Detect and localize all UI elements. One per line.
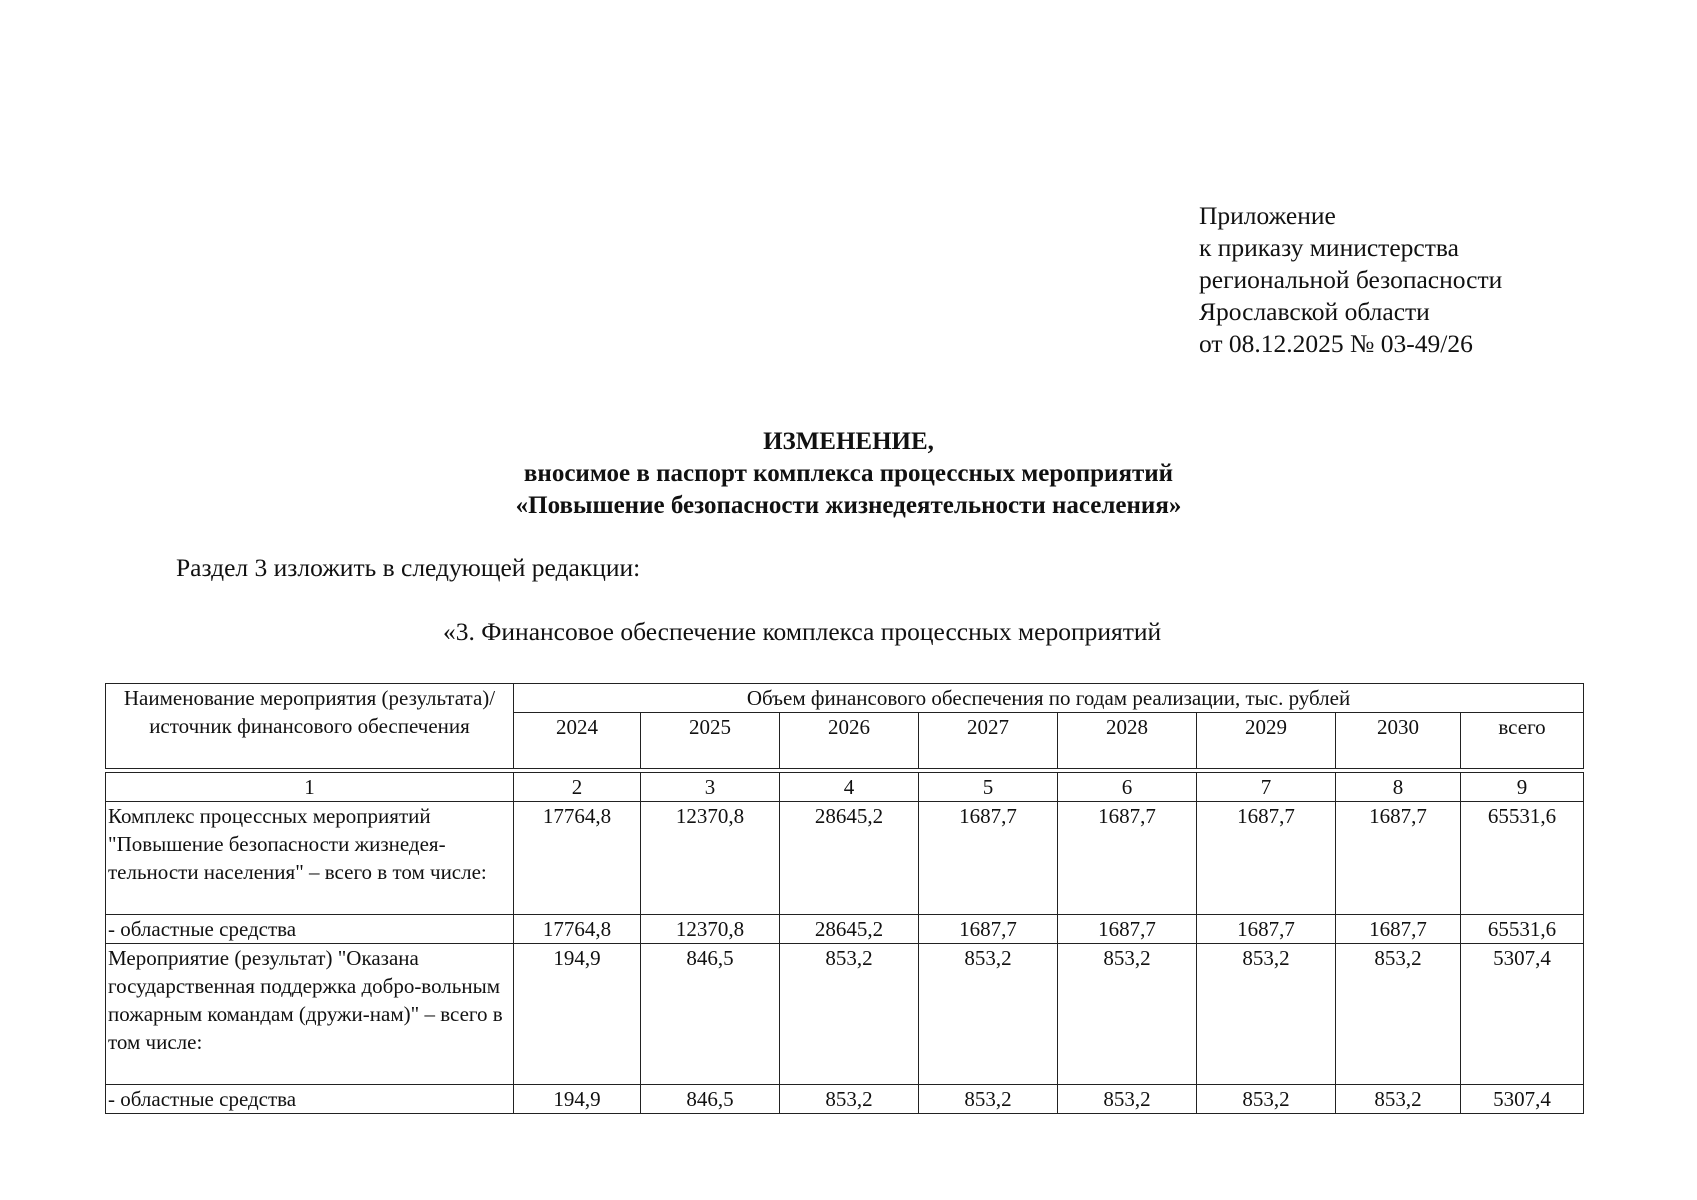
value-cell: 1687,7 bbox=[1197, 802, 1336, 915]
instruction-text: Раздел 3 изложить в следующей редакции: bbox=[176, 553, 641, 582]
volume-header: Объем финансового обеспечения по годам реализации, тыс. рублей bbox=[514, 684, 1584, 713]
value-cell: 194,9 bbox=[514, 944, 641, 1085]
total-cell: 65531,6 bbox=[1461, 915, 1584, 944]
table-header bbox=[105, 683, 1584, 769]
value-cell: 853,2 bbox=[780, 944, 919, 1085]
heading-line-2: вносимое в паспорт комплекса процессных мероприятий bbox=[523, 460, 1174, 487]
row-name: Комплекс процессных мероприятий "Повышение безопасности жизнедея-тельности населения" – всего в том числе: bbox=[106, 802, 514, 915]
column-number: 1 bbox=[106, 773, 514, 802]
year-header: 2028 bbox=[1058, 713, 1197, 769]
value-cell: 1687,7 bbox=[1336, 915, 1461, 944]
year-header: 2026 bbox=[780, 713, 919, 769]
year-header: 2029 bbox=[1197, 713, 1336, 769]
table-row bbox=[106, 944, 1584, 1085]
total-cell: 5307,4 bbox=[1461, 944, 1584, 1085]
year-header: 2024 bbox=[514, 713, 641, 769]
name-column-header: Наименование мероприятия (результата)/ источник финансового обеспечения bbox=[106, 684, 514, 769]
value-cell: 846,5 bbox=[641, 944, 780, 1085]
column-number-row bbox=[106, 773, 1584, 802]
section-title: «3. Финансовое обеспечение комплекса процессных мероприятий bbox=[443, 617, 1162, 646]
value-cell: 846,5 bbox=[641, 1085, 780, 1114]
value-cell: 1687,7 bbox=[919, 915, 1058, 944]
column-number: 4 bbox=[780, 773, 919, 802]
value-cell: 194,9 bbox=[514, 1085, 641, 1114]
table-row bbox=[106, 915, 1584, 944]
year-header: 2025 bbox=[641, 713, 780, 769]
column-number: 2 bbox=[514, 773, 641, 802]
value-cell: 28645,2 bbox=[780, 802, 919, 915]
column-number: 6 bbox=[1058, 773, 1197, 802]
value-cell: 1687,7 bbox=[919, 802, 1058, 915]
appendix-line: от 08.12.2025 № 03-49/26 bbox=[1199, 329, 1473, 358]
column-number: 9 bbox=[1461, 773, 1584, 802]
value-cell: 12370,8 bbox=[641, 915, 780, 944]
financing-table bbox=[105, 772, 1584, 1114]
column-number: 7 bbox=[1197, 773, 1336, 802]
value-cell: 853,2 bbox=[919, 944, 1058, 1085]
value-cell: 1687,7 bbox=[1058, 915, 1197, 944]
value-cell: 853,2 bbox=[1197, 944, 1336, 1085]
total-header: всего bbox=[1461, 713, 1584, 769]
value-cell: 853,2 bbox=[1058, 944, 1197, 1085]
value-cell: 1687,7 bbox=[1197, 915, 1336, 944]
row-name: - областные средства bbox=[106, 915, 514, 944]
column-number: 8 bbox=[1336, 773, 1461, 802]
value-cell: 1687,7 bbox=[1058, 802, 1197, 915]
appendix-line: региональной безопасности bbox=[1199, 265, 1503, 294]
appendix-line: Приложение bbox=[1199, 201, 1336, 230]
value-cell: 853,2 bbox=[1058, 1085, 1197, 1114]
total-cell: 5307,4 bbox=[1461, 1085, 1584, 1114]
table-row bbox=[106, 1085, 1584, 1114]
year-header: 2030 bbox=[1336, 713, 1461, 769]
total-cell: 65531,6 bbox=[1461, 802, 1584, 915]
value-cell: 17764,8 bbox=[514, 802, 641, 915]
value-cell: 853,2 bbox=[1336, 944, 1461, 1085]
heading-line-3: «Повышение безопасности жизнедеятельности населения» bbox=[515, 492, 1182, 519]
column-number: 3 bbox=[641, 773, 780, 802]
column-number: 5 bbox=[919, 773, 1058, 802]
heading-line-1: ИЗМЕНЕНИЕ, bbox=[763, 428, 934, 455]
row-name: - областные средства bbox=[106, 1085, 514, 1114]
value-cell: 1687,7 bbox=[1336, 802, 1461, 915]
value-cell: 17764,8 bbox=[514, 915, 641, 944]
appendix-line: Ярославской области bbox=[1199, 297, 1430, 326]
value-cell: 853,2 bbox=[1336, 1085, 1461, 1114]
document-heading bbox=[0, 426, 1697, 522]
year-header: 2027 bbox=[919, 713, 1058, 769]
value-cell: 28645,2 bbox=[780, 915, 919, 944]
row-name: Мероприятие (результат) "Оказана государственная поддержка добро-вольным пожарным командам (дружи-нам)" – всего в том числе: bbox=[106, 944, 514, 1085]
value-cell: 853,2 bbox=[780, 1085, 919, 1114]
value-cell: 853,2 bbox=[919, 1085, 1058, 1114]
appendix-reference bbox=[1199, 200, 1502, 360]
value-cell: 12370,8 bbox=[641, 802, 780, 915]
value-cell: 853,2 bbox=[1197, 1085, 1336, 1114]
appendix-line: к приказу министерства bbox=[1199, 233, 1459, 262]
table-row bbox=[106, 802, 1584, 915]
